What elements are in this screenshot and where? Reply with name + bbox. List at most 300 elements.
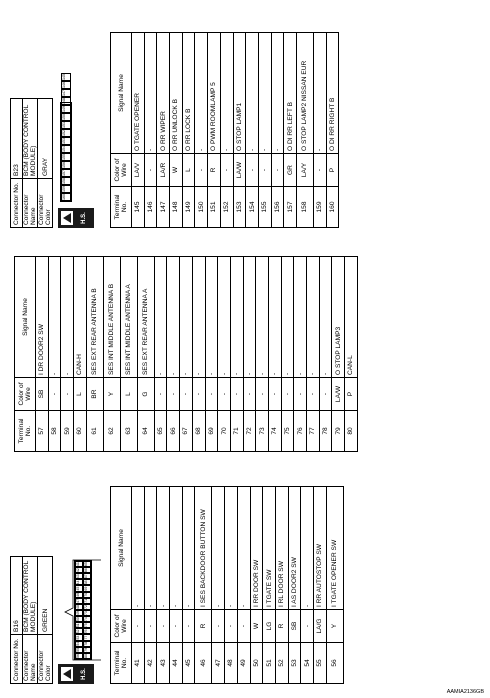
terminal-no-cell: 59 — [61, 411, 74, 452]
wire-color-cell: P — [326, 154, 339, 187]
c3-connector-no-label: Connector No. — [11, 179, 23, 228]
table-row — [319, 257, 332, 452]
table-row — [294, 257, 307, 452]
terminal-no-cell: 158 — [296, 187, 313, 228]
signal-name-cell: O RR UNLOCK B — [170, 33, 183, 154]
terminal-no-cell: 156 — [271, 187, 284, 228]
table-row — [48, 257, 61, 452]
c3-col-color: Color of Wire — [111, 154, 132, 187]
terminal-no-cell: 51 — [263, 643, 276, 684]
signal-name-cell: SES EXT REAR ANTENNA B — [86, 257, 103, 378]
c1-header-table — [10, 556, 53, 684]
terminal-no-cell: 154 — [246, 187, 259, 228]
terminal-no-cell: 69 — [205, 411, 218, 452]
c1-connector-color-label: Connector Color — [38, 635, 53, 684]
terminal-no-cell: 76 — [294, 411, 307, 452]
c3-col-signal: Signal Name — [111, 33, 132, 154]
signal-name-cell: - — [61, 257, 74, 378]
table-row — [271, 33, 284, 228]
table-row — [74, 257, 87, 452]
table-row — [144, 487, 157, 684]
table-row — [296, 33, 313, 228]
terminal-no-cell: 71 — [230, 411, 243, 452]
c2-col-color: Color of Wire — [15, 378, 36, 411]
signal-name-cell: - — [246, 33, 259, 154]
table-row — [170, 33, 183, 228]
table-row — [182, 33, 195, 228]
terminal-no-cell: 79 — [332, 411, 345, 452]
c3-terminal-table — [110, 32, 339, 228]
terminal-no-cell: 78 — [319, 411, 332, 452]
wire-color-cell: - — [195, 154, 208, 187]
wire-color-cell: P — [345, 378, 358, 411]
signal-name-cell: - — [170, 487, 183, 610]
table-row — [218, 257, 231, 452]
signal-name-cell: - — [48, 257, 61, 378]
wire-color-cell: LA/R — [157, 154, 170, 187]
c1-pin: 44 — [75, 579, 83, 585]
c3-pin: 154 — [61, 145, 71, 153]
table-row — [144, 33, 157, 228]
terminal-no-cell: 151 — [208, 187, 221, 228]
c2-table-body — [36, 257, 358, 452]
table-row — [243, 257, 256, 452]
table-row — [195, 33, 208, 228]
terminal-no-cell: 148 — [170, 187, 183, 228]
c3-pin: 151 — [61, 121, 71, 129]
wire-color-cell: - — [212, 610, 225, 643]
wire-color-cell: L — [120, 378, 137, 411]
table-row — [326, 487, 343, 684]
terminal-no-cell: 159 — [313, 187, 326, 228]
wire-color-cell: G — [137, 378, 154, 411]
terminal-no-cell: 65 — [154, 411, 167, 452]
wire-color-cell: - — [167, 378, 180, 411]
wire-color-cell: LA/G — [313, 610, 326, 643]
wire-color-cell: LA/W — [233, 154, 246, 187]
terminal-no-cell: 149 — [182, 187, 195, 228]
signal-name-cell: - — [182, 487, 195, 610]
signal-name-cell: O PWM ROOMLAMP 5 — [208, 33, 221, 154]
table-row — [182, 487, 195, 684]
wire-color-cell: L — [74, 378, 87, 411]
terminal-no-cell: 75 — [281, 411, 294, 452]
terminal-no-cell: 153 — [233, 187, 246, 228]
signal-name-cell: SES INT MIDDLE ANTENNA A — [120, 257, 137, 378]
table-row — [313, 33, 326, 228]
terminal-no-cell: 43 — [157, 643, 170, 684]
signal-name-cell: - — [237, 487, 250, 610]
c3-connector-name: BCM (BODY CONTROL MODULE) — [23, 99, 38, 179]
c1-pin: 41 — [75, 561, 83, 567]
signal-name-cell: - — [319, 257, 332, 378]
table-row — [154, 257, 167, 452]
wire-color-cell: Y — [326, 610, 343, 643]
terminal-no-cell: 44 — [170, 643, 183, 684]
wire-color-cell: R — [275, 610, 288, 643]
table-row — [326, 33, 339, 228]
signal-name-cell: - — [192, 257, 205, 378]
terminal-no-cell: 57 — [36, 411, 49, 452]
table-row — [212, 487, 225, 684]
signal-name-cell: - — [132, 487, 145, 610]
wire-color-cell: - — [218, 378, 231, 411]
signal-name-cell: I RR AUTOSTOP SW — [313, 487, 326, 610]
table-row — [157, 487, 170, 684]
wire-color-cell: - — [170, 610, 183, 643]
wire-color-cell: - — [205, 378, 218, 411]
signal-name-cell: - — [268, 257, 281, 378]
wire-color-cell: W — [250, 610, 263, 643]
table-row — [284, 33, 297, 228]
table-row — [208, 33, 221, 228]
signal-name-cell: - — [154, 257, 167, 378]
signal-name-cell: CAN-L — [345, 257, 358, 378]
c3-pin: 147 — [61, 89, 71, 97]
c1-col-color: Color of Wire — [111, 610, 132, 643]
c1-pin: 66 — [83, 567, 91, 573]
table-row — [86, 257, 103, 452]
signal-name-cell: O DI RR RIGHT B — [326, 33, 339, 154]
terminal-no-cell: 70 — [218, 411, 231, 452]
table-row — [268, 257, 281, 452]
c1-pin: 80 — [83, 653, 91, 659]
terminal-no-cell: 58 — [48, 411, 61, 452]
c1-connector-name-label: Connector Name — [23, 635, 38, 684]
c1-pin: 56 — [75, 653, 83, 659]
signal-name-cell: I SES BACKDOOR BUTTON SW — [195, 487, 212, 610]
hs-logo-icon — [58, 208, 94, 228]
table-row — [220, 33, 233, 228]
wire-color-cell: - — [258, 154, 271, 187]
signal-name-cell: I RR DOOR SW — [250, 487, 263, 610]
wire-color-cell: GR — [284, 154, 297, 187]
c3-header-table — [10, 98, 53, 228]
wire-color-cell: - — [243, 378, 256, 411]
table-row — [246, 33, 259, 228]
table-row — [205, 257, 218, 452]
table-row — [250, 487, 263, 684]
table-row — [288, 487, 301, 684]
terminal-no-cell: 147 — [157, 187, 170, 228]
signal-name-cell: - — [220, 33, 233, 154]
wire-color-cell: - — [225, 610, 238, 643]
table-row — [167, 257, 180, 452]
wire-color-cell: BR — [86, 378, 103, 411]
signal-name-cell: CAN-H — [74, 257, 87, 378]
signal-name-cell: - — [271, 33, 284, 154]
wire-color-cell: SB — [36, 378, 49, 411]
terminal-no-cell: 42 — [144, 643, 157, 684]
wire-color-cell: - — [294, 378, 307, 411]
terminal-no-cell: 55 — [313, 643, 326, 684]
c3-pin: 157 — [61, 169, 71, 177]
c3-pin: 152 — [61, 129, 71, 137]
c1-pin: 69 — [83, 586, 91, 592]
table-row — [157, 33, 170, 228]
c3-table-body — [132, 33, 339, 228]
c3-pin: 146 — [61, 81, 71, 89]
terminal-no-cell: 63 — [120, 411, 137, 452]
terminal-no-cell: 74 — [268, 411, 281, 452]
signal-name-cell: - — [218, 257, 231, 378]
signal-name-cell: - — [256, 257, 269, 378]
terminal-no-cell: 67 — [180, 411, 193, 452]
signal-name-cell: - — [294, 257, 307, 378]
c1-pin: 50 — [75, 616, 83, 622]
wire-color-cell: SB — [288, 610, 301, 643]
c1-pin: 78 — [83, 641, 91, 647]
wire-color-cell: - — [246, 154, 259, 187]
wire-color-cell: - — [319, 378, 332, 411]
table-row — [233, 33, 246, 228]
c3-connector-color-label: Connector Color — [38, 179, 53, 228]
wire-color-cell: LA/Y — [296, 154, 313, 187]
wire-color-cell: - — [268, 378, 281, 411]
table-row — [307, 257, 320, 452]
c1-pin: 68 — [83, 579, 91, 585]
c1-connector-color: GREEN — [38, 557, 53, 635]
c1-pin: 49 — [75, 610, 83, 616]
wire-color-cell: - — [271, 154, 284, 187]
table-row — [263, 487, 276, 684]
table-row — [36, 257, 49, 452]
terminal-no-cell: 61 — [86, 411, 103, 452]
c1-connector-no-label: Connector No. — [11, 635, 23, 684]
wire-color-cell: - — [61, 378, 74, 411]
terminal-no-cell: 53 — [288, 643, 301, 684]
wire-color-cell: R — [208, 154, 221, 187]
c3-pin: 158 — [61, 177, 71, 185]
c2-col-signal: Signal Name — [15, 257, 36, 378]
wire-color-cell: - — [180, 378, 193, 411]
c1-pin: 65 — [83, 561, 91, 567]
terminal-no-cell: 48 — [225, 643, 238, 684]
signal-name-cell: - — [144, 33, 157, 154]
wire-color-cell: - — [313, 154, 326, 187]
c1-pin: 51 — [75, 622, 83, 628]
wire-color-cell: LA/V — [132, 154, 145, 187]
table-row — [137, 257, 154, 452]
signal-name-cell: - — [243, 257, 256, 378]
terminal-no-cell: 160 — [326, 187, 339, 228]
table-row — [225, 487, 238, 684]
c1-pin: 46 — [75, 592, 83, 598]
c3-pin: 150 — [61, 113, 71, 121]
signal-name-cell: - — [225, 487, 238, 610]
signal-name-cell: - — [195, 33, 208, 154]
signal-name-cell: - — [180, 257, 193, 378]
c1-pin: 75 — [83, 622, 91, 628]
table-row — [258, 33, 271, 228]
terminal-no-cell: 46 — [195, 643, 212, 684]
c1-pin: 70 — [83, 592, 91, 598]
c1-pin: 73 — [83, 610, 91, 616]
c1-pin: 52 — [75, 628, 83, 634]
table-row — [120, 257, 137, 452]
table-row — [345, 257, 358, 452]
signal-name-cell: O RR WIPER — [157, 33, 170, 154]
c1-pin-grid — [74, 560, 92, 660]
wire-color-cell: LA/W — [332, 378, 345, 411]
c3-pin: 153 — [61, 137, 71, 145]
wire-color-cell: - — [157, 610, 170, 643]
signal-name-cell: - — [157, 487, 170, 610]
signal-name-cell: I DR DOOR2 SW — [36, 257, 49, 378]
c3-connector-no: B23 — [11, 99, 23, 179]
signal-name-cell: - — [167, 257, 180, 378]
c3-pin: 156 — [61, 161, 71, 169]
c1-pin: 47 — [75, 598, 83, 604]
c3-connector-name-label: Connector Name — [23, 179, 38, 228]
table-row — [132, 33, 145, 228]
c1-pin: 76 — [83, 628, 91, 634]
terminal-no-cell: 146 — [144, 187, 157, 228]
terminal-no-cell: 150 — [195, 187, 208, 228]
c1-pin: 42 — [75, 567, 83, 573]
c1-pin: 43 — [75, 573, 83, 579]
c1-pin: 72 — [83, 604, 91, 610]
table-row — [275, 487, 288, 684]
terminal-no-cell: 66 — [167, 411, 180, 452]
c1-terminal-table — [110, 486, 344, 684]
signal-name-cell: - — [205, 257, 218, 378]
wire-color-cell: - — [237, 610, 250, 643]
terminal-no-cell: 56 — [326, 643, 343, 684]
signal-name-cell: I TGATE SW — [263, 487, 276, 610]
c1-pin: 71 — [83, 598, 91, 604]
signal-name-cell: I AS DOOR2 SW — [288, 487, 301, 610]
signal-name-cell: SES EXT REAR ANTENNA A — [137, 257, 154, 378]
table-row — [313, 487, 326, 684]
c1-connector-name: BCM (BODY CONTROL MODULE) — [23, 557, 38, 635]
c3-pin: 159 — [61, 185, 71, 193]
c3-pin: 145 — [61, 73, 71, 81]
c1-pin: 45 — [75, 586, 83, 592]
c2-col-terminal: Terminal No. — [15, 411, 36, 452]
signal-name-cell: O TGATE OPENER — [132, 33, 145, 154]
table-row — [301, 487, 314, 684]
signal-name-cell: I TGATE OPENER SW — [326, 487, 343, 610]
hs-logo-icon — [58, 664, 94, 684]
c1-pin: 53 — [75, 635, 83, 641]
wire-color-cell: - — [192, 378, 205, 411]
wire-color-cell: - — [144, 154, 157, 187]
figure-code: AAMIA2136GB — [446, 689, 484, 695]
terminal-no-cell: 41 — [132, 643, 145, 684]
signal-name-cell: O STOP LAMP2 NISSAN EUR — [296, 33, 313, 154]
table-row — [103, 257, 120, 452]
wire-color-cell: - — [132, 610, 145, 643]
table-row — [195, 487, 212, 684]
terminal-no-cell: 49 — [237, 643, 250, 684]
wire-color-cell: - — [307, 378, 320, 411]
signal-name-cell: O RR LOCK B — [182, 33, 195, 154]
signal-name-cell: I RL DOOR SW — [275, 487, 288, 610]
signal-name-cell: - — [258, 33, 271, 154]
terminal-no-cell: 64 — [137, 411, 154, 452]
c1-hs-label: H.S. — [81, 668, 87, 680]
wire-color-cell: LG — [263, 610, 276, 643]
table-row — [180, 257, 193, 452]
signal-name-cell: - — [301, 487, 314, 610]
wire-color-cell: - — [182, 610, 195, 643]
table-row — [230, 257, 243, 452]
terminal-no-cell: 47 — [212, 643, 225, 684]
signal-name-cell: - — [212, 487, 225, 610]
c3-col-terminal: Terminal No. — [111, 187, 132, 228]
c1-col-signal: Signal Name — [111, 487, 132, 610]
c1-pin: 55 — [75, 647, 83, 653]
terminal-no-cell: 68 — [192, 411, 205, 452]
terminal-no-cell: 80 — [345, 411, 358, 452]
terminal-no-cell: 145 — [132, 187, 145, 228]
c1-table-body — [132, 487, 344, 684]
wire-color-cell: R — [195, 610, 212, 643]
c3-connector-color: GRAY — [38, 99, 53, 179]
signal-name-cell: - — [230, 257, 243, 378]
wire-color-cell: Y — [103, 378, 120, 411]
signal-name-cell: O DI RR LEFT B — [284, 33, 297, 154]
table-row — [61, 257, 74, 452]
wire-color-cell: - — [144, 610, 157, 643]
wire-color-cell: - — [230, 378, 243, 411]
signal-name-cell: O STOP LAMP3 — [332, 257, 345, 378]
c3-pin: 148 — [61, 97, 71, 105]
terminal-no-cell: 77 — [307, 411, 320, 452]
c3-pin: 149 — [61, 105, 71, 113]
c3-pin: 160 — [61, 193, 71, 201]
wire-color-cell: W — [170, 154, 183, 187]
table-row — [192, 257, 205, 452]
c1-pin: 77 — [83, 635, 91, 641]
table-row — [332, 257, 345, 452]
terminal-no-cell: 155 — [258, 187, 271, 228]
c1-col-terminal: Terminal No. — [111, 643, 132, 684]
terminal-no-cell: 157 — [284, 187, 297, 228]
wire-color-cell: - — [281, 378, 294, 411]
signal-name-cell: SES INT MIDDLE ANTENNA B — [103, 257, 120, 378]
table-row — [170, 487, 183, 684]
signal-name-cell: - — [307, 257, 320, 378]
c2-terminal-table — [14, 256, 358, 452]
c1-pin: 54 — [75, 641, 83, 647]
terminal-no-cell: 52 — [275, 643, 288, 684]
c3-pin-grid — [60, 74, 72, 202]
table-row — [237, 487, 250, 684]
wire-color-cell: - — [220, 154, 233, 187]
terminal-no-cell: 54 — [301, 643, 314, 684]
c1-pin: 74 — [83, 616, 91, 622]
signal-name-cell: O STOP LAMP1 — [233, 33, 246, 154]
signal-name-cell: - — [144, 487, 157, 610]
terminal-no-cell: 60 — [74, 411, 87, 452]
c1-pin: 48 — [75, 604, 83, 610]
signal-name-cell: - — [281, 257, 294, 378]
terminal-no-cell: 45 — [182, 643, 195, 684]
c1-connector-no: B16 — [11, 557, 23, 635]
table-row — [132, 487, 145, 684]
terminal-no-cell: 50 — [250, 643, 263, 684]
wire-color-cell: - — [301, 610, 314, 643]
wire-color-cell: - — [154, 378, 167, 411]
terminal-no-cell: 62 — [103, 411, 120, 452]
wire-color-cell: L — [182, 154, 195, 187]
c1-pin: 79 — [83, 647, 91, 653]
wire-color-cell: - — [256, 378, 269, 411]
terminal-no-cell: 72 — [243, 411, 256, 452]
c3-pin: 155 — [61, 153, 71, 161]
